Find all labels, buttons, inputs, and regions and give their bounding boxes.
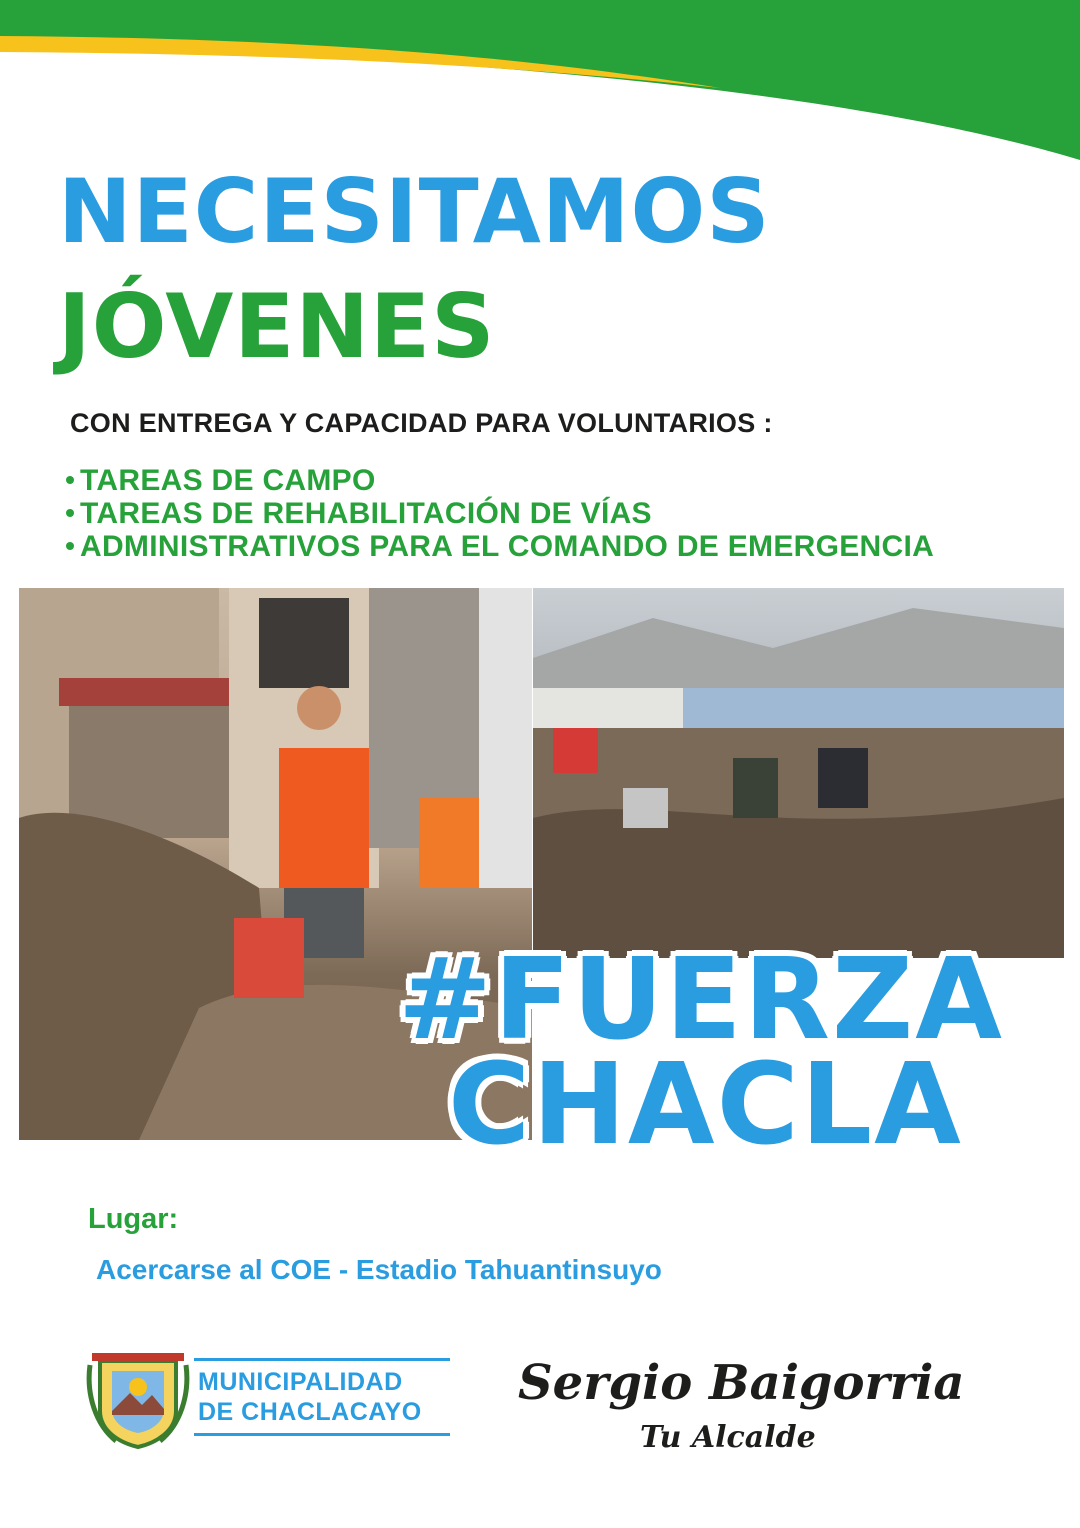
- bullet-icon: [66, 476, 74, 484]
- municipality-name: [194, 1358, 450, 1436]
- location-value: Acercarse al COE - Estadio Tahuantinsuyo: [96, 1254, 662, 1285]
- hashtag-line-1: #FUERZA: [398, 935, 1004, 1065]
- header-decorative-band: [0, 0, 1080, 170]
- volunteers-field-photo: [533, 588, 1064, 958]
- task-list: [62, 464, 934, 563]
- subtitle: CON ENTREGA Y CAPACIDAD PARA VOLUNTARIOS :: [70, 408, 773, 438]
- location-label: Lugar:: [88, 1203, 179, 1235]
- municipality-line-1: MUNICIPALIDAD: [198, 1368, 403, 1396]
- task-item: TAREAS DE CAMPO: [62, 464, 934, 497]
- mayor-name: Sergio Baigorria: [518, 1355, 965, 1411]
- municipality-line-2: DE CHACLACAYO: [198, 1398, 422, 1426]
- task-item: TAREAS DE REHABILITACIÓN DE VÍAS: [62, 497, 934, 530]
- headline-line-1: NECESITAMOS: [58, 160, 771, 263]
- bullet-icon: [66, 509, 74, 517]
- hashtag-line-2: CHACLA: [448, 1040, 963, 1170]
- task-item: ADMINISTRATIVOS PARA EL COMANDO DE EMERGENCIA: [62, 530, 934, 563]
- field-scene-illustration: [533, 588, 1064, 958]
- bullet-icon: [66, 542, 74, 550]
- mayor-title: Tu Alcalde: [640, 1420, 816, 1455]
- municipal-crest-icon: [86, 1345, 190, 1455]
- headline-line-2: JÓVENES: [58, 275, 496, 378]
